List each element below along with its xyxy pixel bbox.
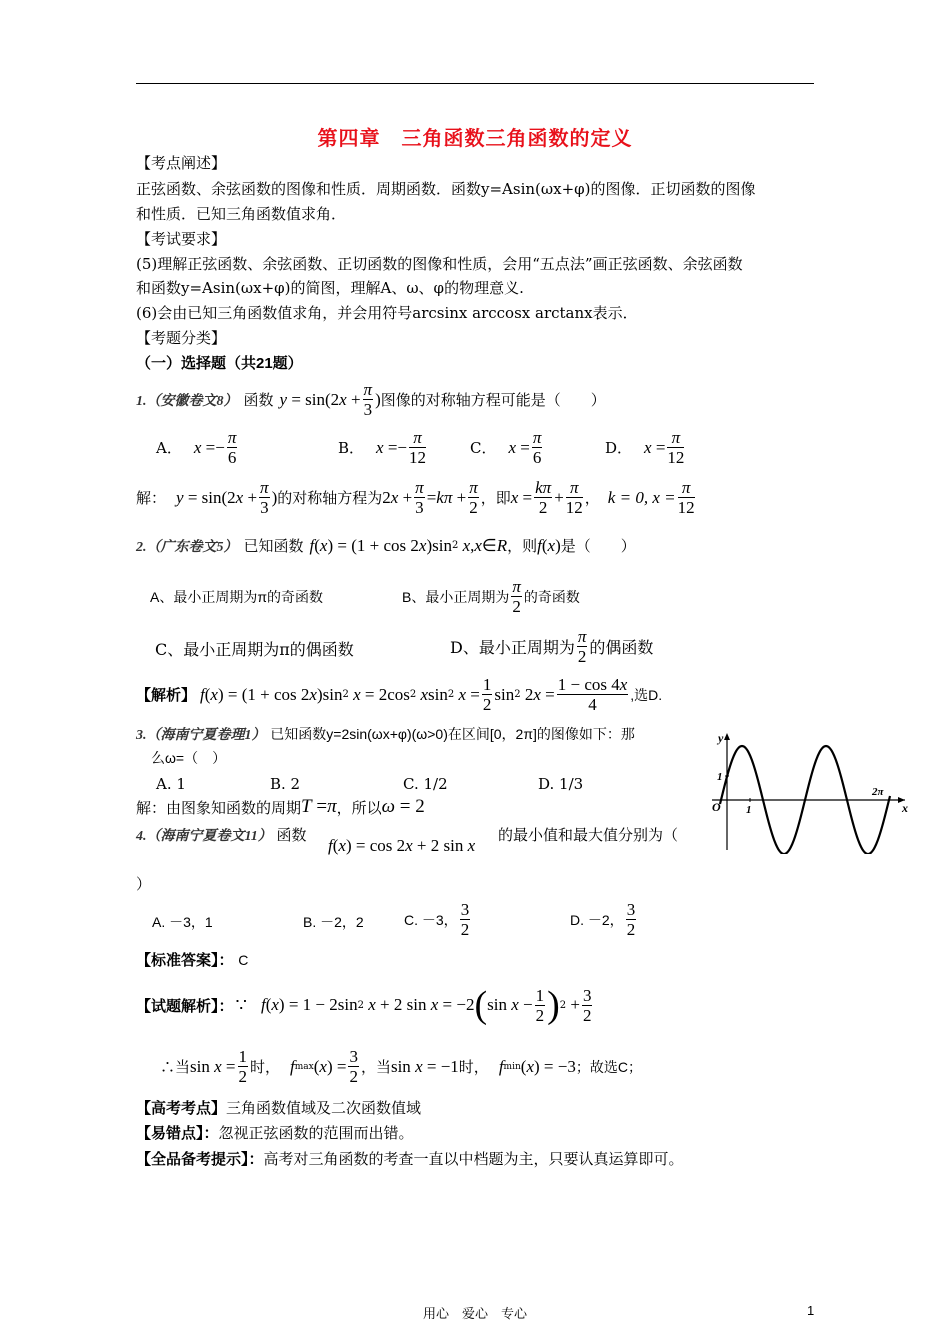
q3-option-b: B. 2: [270, 775, 301, 793]
text: 的奇函数: [523, 588, 580, 605]
text: D. －2，: [570, 911, 624, 928]
label: 【高考考点】: [136, 1099, 227, 1117]
text: 的对称轴方程为: [277, 489, 383, 507]
text: C. －3，: [404, 911, 458, 928]
q4-option-b: B. －2，2: [303, 914, 364, 930]
prep-tip: [136, 1148, 684, 1169]
text: ，所以: [336, 798, 382, 817]
q2-option-b: B、最小正周期为 $\frac{\pi}{2}$ 的奇函数: [402, 577, 580, 616]
text: 是（ ）: [560, 537, 636, 555]
q1-option-d: D． x = $\frac{\pi}{12}$: [605, 428, 685, 467]
y-tick-label: 1: [717, 771, 723, 783]
q3-option-d: D. 1/3: [538, 775, 584, 793]
page-title: 第四章 三角函数三角函数的定义: [317, 126, 633, 150]
q1-option-b: B． x =− $\frac{\pi}{12}$: [338, 428, 427, 467]
text: ，当: [360, 1058, 391, 1076]
q3-solution: 解：由图象知函数的周期 T = π ，所以 ω = 2: [136, 796, 425, 817]
section-heading-kaoshi: 【考试要求】: [136, 230, 227, 248]
math-text: k = 0, x =: [607, 487, 676, 507]
text: 高考对三角函数的考查一直以中档题为主，只要认真运算即可。: [263, 1150, 684, 1168]
q3-option-c: C. 1/2: [403, 775, 448, 793]
footer-text: 用心 爱心 专心: [422, 1307, 527, 1322]
text: ∴当: [160, 1058, 191, 1076]
question-2-stem: 2.（广东卷文5） 已知函数 f ( x ) = (1 + cos 2 x )sin 2 x , x ∈ R ，则 f ( x ) 是（ ）: [136, 535, 636, 555]
two-pi-label: 2π: [872, 786, 884, 798]
question-number: 4.（海南宁夏卷文11）: [136, 829, 272, 844]
text: 解：由图象知函数的周期: [136, 798, 302, 817]
q1-option-c: C． x = $\frac{\pi}{6}$: [470, 428, 542, 467]
x-axis-label: x: [902, 801, 908, 815]
text-line: (5)理解正弦函数、余弦函数、正切函数的图像和性质，会用“五点法”画正弦函数、余弦函数: [136, 255, 743, 273]
question-number: 1.（安徽卷文8）: [136, 393, 238, 409]
text: D、最小正周期为: [450, 638, 575, 657]
text-line: 正弦函数、余弦函数的图像和性质．周期函数．函数y=Asin(ωx+φ)的图像．正切函数的图像: [136, 180, 756, 198]
q2-option-a: A、最小正周期为π的奇函数: [150, 589, 323, 605]
text: 时，: [458, 1058, 489, 1076]
text-line: 和函数y=Asin(ωx+φ)的简图，理解A、ω、φ的物理意义.: [136, 279, 524, 297]
text: ，则: [507, 537, 538, 555]
text: ,选D.: [630, 686, 663, 703]
label: 【试题解析】：: [136, 996, 234, 1015]
q3-option-a: A. 1: [156, 775, 186, 793]
sine-graph: [700, 728, 915, 854]
question-4-stem-b: 的最小值和最大值分别为（: [498, 826, 679, 844]
text: 函数: [243, 391, 274, 409]
section-heading-fenlei: 【考题分类】: [136, 329, 227, 347]
y-axis-label: y: [718, 731, 724, 745]
text: ；故选C；: [575, 1058, 642, 1075]
exam-point: [136, 1097, 421, 1118]
text: 忽视正弦函数的范围而出错。: [218, 1124, 414, 1142]
label: 【全品备考提示】：: [136, 1150, 264, 1168]
q1-solution: 解： y = sin(2 x + $\frac{\pi}{3}$ ) 的对称轴方程为 2 x + $\frac{\pi}{3}$ = kπ + $\frac{\pi}{2}$ ，即 x = $\frac{k\pi}{2}$ + $\frac{\pi}{12}$ ， k = 0, x = $\frac{\pi}{12}$: [136, 478, 695, 517]
question-number: 3.（海南宁夏卷理1）: [136, 728, 266, 743]
q4-explanation: 【试题解析】： ∵ f ( x ) = 1 − 2sin 2 x + 2 sin x = −2 ( sin x − $\frac{1}{2}$ ) 2 + $\frac{3}{2}$: [136, 984, 592, 1026]
because-symbol: ∵: [235, 994, 247, 1016]
text-line: 和性质．已知三角函数值求角．: [136, 205, 347, 223]
text: 时，: [250, 1058, 281, 1076]
option-label: D．: [605, 439, 633, 457]
text: 已知函数y=2sin(ωx+φ)(ω>0)在区间[0，2π]的图像如下：那: [270, 726, 635, 742]
option-label: C．: [470, 439, 497, 457]
answer-value: C: [238, 952, 249, 968]
x-tick-label: 1: [746, 804, 752, 816]
question-4-stem-a: [136, 824, 307, 845]
y-axis-arrow: [724, 733, 730, 740]
q2-option-d: D、最小正周期为 $\frac{\pi}{2}$ 的偶函数: [450, 627, 654, 666]
header-rule: [136, 83, 814, 84]
q2-analysis: 【解析】 f ( x ) = (1 + cos 2 x )sin 2 x = 2cos 2 x sin 2 x = $\frac{1}{2}$ sin 2 2 x = $\frac{1 - \cos 4x}{4}$ ,选D.: [136, 675, 663, 714]
text: 已知函数: [243, 537, 304, 555]
option-label: B．: [338, 439, 365, 457]
q4-function: f(x) = cos 2x + 2 sin x: [328, 836, 476, 855]
text: 图像的对称轴方程可能是（ ）: [380, 391, 606, 409]
q4-option-c: C. －3， $\frac{3}{2}$: [404, 900, 470, 939]
text: ，: [584, 489, 600, 507]
label: 【易错点】：: [136, 1124, 219, 1142]
section-heading-kaodian: 【考点阐述】: [136, 154, 227, 172]
origin-label: O: [712, 800, 721, 814]
question-3-stem-cont: 么ω=（ ）: [151, 750, 227, 766]
option-label: A．: [156, 439, 182, 457]
text: 的偶函数: [589, 638, 654, 657]
page-number: 1: [807, 1303, 815, 1318]
question-4-stem-c: ）: [136, 875, 152, 893]
question-number: 2.（广东卷文5）: [136, 539, 238, 555]
q4-option-d: D. －2， $\frac{3}{2}$: [570, 900, 636, 939]
q4-option-a: A. －3，1: [152, 914, 213, 930]
standard-answer: [136, 949, 248, 970]
question-3-stem: [136, 724, 635, 744]
text: 解：: [136, 489, 167, 507]
q1-option-a: A． x =− $\frac{\pi}{6}$: [156, 428, 237, 467]
text: 函数: [276, 826, 307, 844]
text: B、最小正周期为: [402, 588, 510, 605]
text-line: (6)会由已知三角函数值求角，并会用符号arcsinx arccosx arctanx表示．: [136, 304, 638, 322]
q2-option-c: C、最小正周期为π的偶函数: [155, 640, 354, 659]
q4-conclusion: ∴当 sin x = $\frac{1}{2}$ 时， f max ( x ) = $\frac{3}{2}$ ，当 sin x = −1 时， f min ( x ) = −3 ；故选C；: [160, 1047, 642, 1086]
text: 三角函数值域及二次函数值域: [226, 1099, 422, 1117]
question-1-stem: 1.（安徽卷文8） 函数 y = sin(2 x + $\frac{\pi}{3}$ ) 图像的对称轴方程可能是（ ）: [136, 380, 606, 419]
label: 【标准答案】：: [136, 951, 234, 969]
label: 【解析】: [136, 686, 197, 704]
text: ，即: [480, 489, 511, 507]
subsection-heading: （一）选择题（共21题）: [136, 355, 303, 372]
error-point: [136, 1122, 414, 1143]
